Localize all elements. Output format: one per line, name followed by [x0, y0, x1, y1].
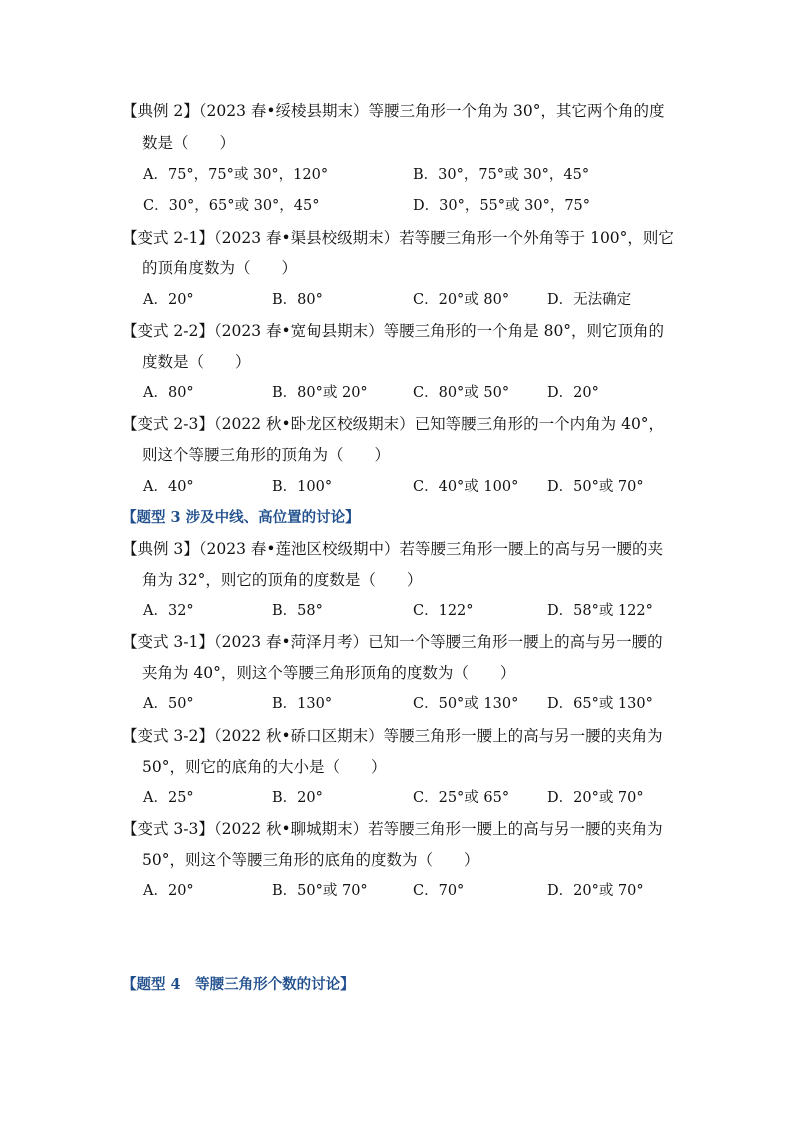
example-3-option-d: D．58°或 122°: [547, 603, 653, 619]
variant-3-3-line-2: 50°，则这个等腰三角形的底角的度数为（ ）: [142, 851, 480, 869]
variant-3-1-option-b: B．130°: [272, 696, 333, 712]
example-3-option-b: B．58°: [272, 603, 323, 619]
section-4-heading: 【题型 4 等腰三角形个数的讨论】: [122, 976, 355, 993]
example-2-option-b: B．30°，75°或 30°，45°: [413, 167, 590, 183]
variant-3-3-option-b: B．50°或 70°: [272, 883, 368, 899]
variant-3-2-option-b: B．20°: [272, 790, 323, 806]
variant-3-3-option-d: D．20°或 70°: [547, 883, 644, 899]
variant-2-1-option-d: D．无法确定: [547, 292, 632, 308]
example-2-line-1: 【典例 2】（2023 春•绥棱县期末）等腰三角形一个角为 30°，其它两个角的度: [122, 102, 665, 120]
variant-2-3-option-c: C．40°或 100°: [413, 479, 519, 495]
variant-3-3-line-1: 【变式 3-3】（2022 秋•聊城期末）若等腰三角形一腰上的高与另一腰的夹角为: [122, 820, 663, 838]
variant-2-2-option-a: A．80°: [143, 385, 194, 401]
example-3-line-1: 【典例 3】（2023 春•莲池区校级期中）若等腰三角形一腰上的高与另一腰的夹: [122, 540, 664, 558]
variant-2-1-option-c: C．20°或 80°: [413, 292, 510, 308]
section-3-heading: 【题型 3 涉及中线、高位置的讨论】: [122, 509, 360, 526]
variant-3-2-line-1: 【变式 3-2】（2022 秋•硚口区期末）等腰三角形一腰上的高与另一腰的夹角为: [122, 727, 663, 745]
variant-3-1-option-a: A．50°: [143, 696, 194, 712]
variant-2-3-line-2: 则这个等腰三角形的顶角为（ ）: [142, 446, 391, 464]
variant-3-1-option-c: C．50°或 130°: [413, 696, 519, 712]
variant-3-1-line-1: 【变式 3-1】（2023 春•菏泽月考）已知一个等腰三角形一腰上的高与另一腰的: [122, 633, 663, 651]
variant-2-2-line-2: 度数是（ ）: [142, 353, 251, 371]
variant-3-2-option-d: D．20°或 70°: [547, 790, 644, 806]
example-3-option-a: A．32°: [143, 603, 194, 619]
example-3-option-c: C．122°: [413, 603, 474, 619]
variant-2-1-option-b: B．80°: [272, 292, 323, 308]
variant-2-1-line-2: 的顶角度数为（ ）: [142, 259, 298, 277]
variant-2-1-line-1: 【变式 2-1】（2023 春•渠县校级期末）若等腰三角形一个外角等于 100°，则它: [122, 229, 674, 247]
example-2-option-d: D．30°，55°或 30°，75°: [413, 198, 591, 214]
variant-2-3-line-1: 【变式 2-3】（2022 秋•卧龙区校级期末）已知等腰三角形的一个内角为 40°，: [122, 415, 665, 433]
variant-3-1-line-2: 夹角为 40°，则这个等腰三角形顶角的度数为（ ）: [142, 664, 516, 682]
variant-2-2-option-b: B．80°或 20°: [272, 385, 368, 401]
variant-3-1-option-d: D．65°或 130°: [547, 696, 653, 712]
variant-3-2-line-2: 50°，则它的底角的大小是（ ）: [142, 758, 387, 776]
variant-2-2-line-1: 【变式 2-2】（2023 春•宽甸县期末）等腰三角形的一个角是 80°，则它顶角的: [122, 322, 665, 340]
variant-2-3-option-b: B．100°: [272, 479, 333, 495]
variant-2-3-option-a: A．40°: [143, 479, 194, 495]
variant-2-2-option-c: C．80°或 50°: [413, 385, 510, 401]
variant-3-2-option-c: C．25°或 65°: [413, 790, 510, 806]
variant-3-3-option-c: C．70°: [413, 883, 465, 899]
variant-2-1-option-a: A．20°: [143, 292, 194, 308]
variant-2-2-option-d: D．20°: [547, 385, 599, 401]
example-2-option-c: C．30°，65°或 30°，45°: [143, 198, 320, 214]
example-2-line-2: 数是（ ）: [142, 134, 236, 152]
variant-2-3-option-d: D．50°或 70°: [547, 479, 644, 495]
variant-3-2-option-a: A．25°: [143, 790, 194, 806]
variant-3-3-option-a: A．20°: [143, 883, 194, 899]
example-3-line-2: 角为 32°，则它的顶角的度数是（ ）: [142, 571, 423, 589]
example-2-option-a: A．75°，75°或 30°，120°: [143, 167, 329, 183]
